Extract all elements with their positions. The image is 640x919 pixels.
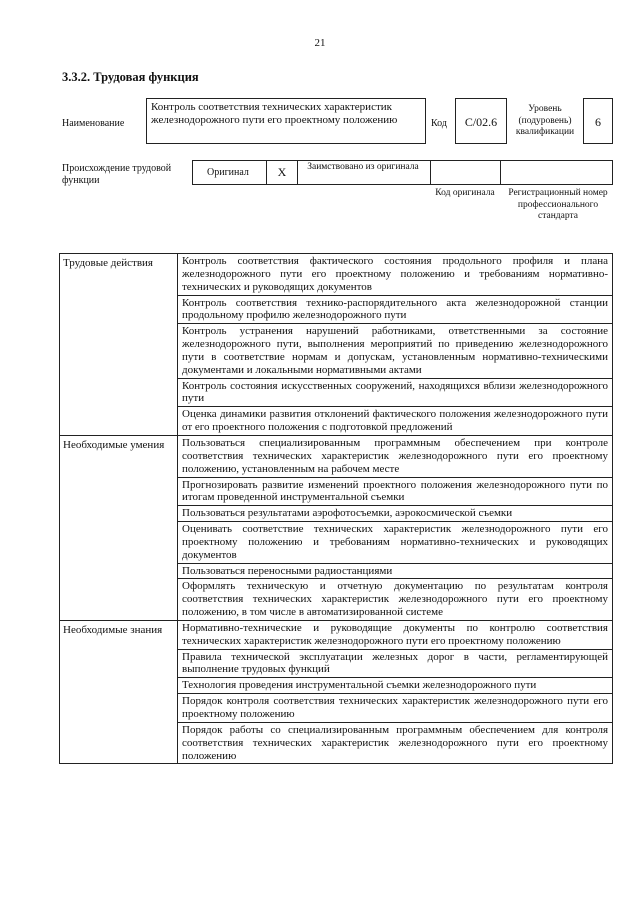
origin-row-box	[192, 160, 613, 185]
item-cell: Оценивать соответствие технических характеристик железнодорожного пути его проектному положению и требованиям нормативно-технических и руководящих документов	[178, 522, 613, 564]
level-value-box	[583, 98, 613, 144]
item-cell: Пользоваться специализированным программным обеспечением при контроле соответствия технических характеристик железнодорожного пути его проектному положению, установленным на рабочем месте	[178, 435, 613, 477]
category-cell	[60, 254, 178, 436]
item-cell: Пользоваться результатами аэрофотосъемки, аэрокосмической съемки	[178, 506, 613, 522]
item-cell: Порядок работы со специализированным программным обеспечением для контроля соответствия технических характеристик железнодорожного пути его проектному положению	[178, 722, 613, 764]
level-value: 6	[595, 115, 601, 129]
item-cell: Контроль соответствия фактического состояния продольного профиля и плана железнодорожного пути его проектному положению и требованиям нормативно-технических и руководящих документов	[178, 254, 613, 296]
item-cell: Технология проведения инструментальной съемки железнодорожного пути	[178, 678, 613, 694]
table-row	[60, 435, 613, 477]
category-label: Трудовые действия	[63, 257, 153, 269]
code-value-box	[455, 98, 507, 144]
page-number: 21	[314, 37, 326, 49]
borrowed-label: Заимствовано из оригинала	[307, 162, 419, 172]
item-cell: Контроль соответствия технико-распорядительного акта железнодорожной станции продольному профилю железнодорожного пути	[178, 295, 613, 324]
item-cell: Пользоваться переносными радиостанциями	[178, 563, 613, 579]
category-cell	[60, 435, 178, 620]
original-mark: X	[277, 165, 287, 179]
function-name-value: Контроль соответствия технических характеристик железнодорожного пути его проектному положению	[151, 101, 398, 126]
item-cell: Контроль состояния искусственных сооружений, находящихся вблизи железнодорожного пути	[178, 378, 613, 407]
code-value: С/02.6	[464, 115, 498, 129]
item-cell: Правила технической эксплуатации железных дорог в части, регламентирующей выполнение трудовых функций	[178, 649, 613, 678]
item-cell: Нормативно-технические и руководящие документы по контролю соответствия технических характеристик железнодорожного пути его проектному положению	[178, 620, 613, 649]
item-cell: Оформлять техническую и отчетную документацию по результатам контроля соответствия технических характеристик железнодорожного пути его проектному положению, в том числе в автоматизированной системе	[178, 579, 613, 621]
section-title: 3.3.2. Трудовая функция	[62, 70, 199, 84]
category-label: Необходимые знания	[63, 623, 163, 636]
original-label: Оригинал	[207, 167, 249, 178]
item-cell: Порядок контроля соответствия технических характеристик железнодорожного пути его проектному положению	[178, 694, 613, 723]
code-original-label: Код оригинала	[435, 188, 495, 198]
origin-divider	[500, 161, 501, 184]
category-label: Необходимые умения	[63, 438, 165, 451]
name-label: Наименование	[62, 118, 125, 129]
function-name-box	[146, 98, 426, 144]
origin-divider	[430, 161, 431, 184]
table-row	[60, 620, 613, 649]
function-details-table	[59, 253, 613, 764]
table-row	[60, 254, 613, 296]
item-cell: Прогнозировать развитие изменений проектного положения железнодорожного пути по итогам проведенной инструментальной съемки	[178, 477, 613, 506]
reg-number-label: Регистрационный номер профессионального стандарта	[508, 188, 608, 221]
category-cell	[60, 620, 178, 763]
code-label: Код	[431, 118, 447, 129]
item-cell: Контроль устранения нарушений работниками, ответственными за состояние железнодорожного пути, выполнения мероприятий по приведению железнодорожного пути в соответствие нормам и допускам, установленным нормативно-техническими документами и локальными нормативными актами	[178, 324, 613, 378]
origin-label: Происхождение трудовой функции	[62, 163, 172, 186]
level-label: Уровень (подуровень) квалификации	[515, 104, 575, 137]
item-cell: Оценка динамики развития отклонений фактического положения железнодорожного пути от его проектного положения с подготовкой предложений	[178, 407, 613, 436]
